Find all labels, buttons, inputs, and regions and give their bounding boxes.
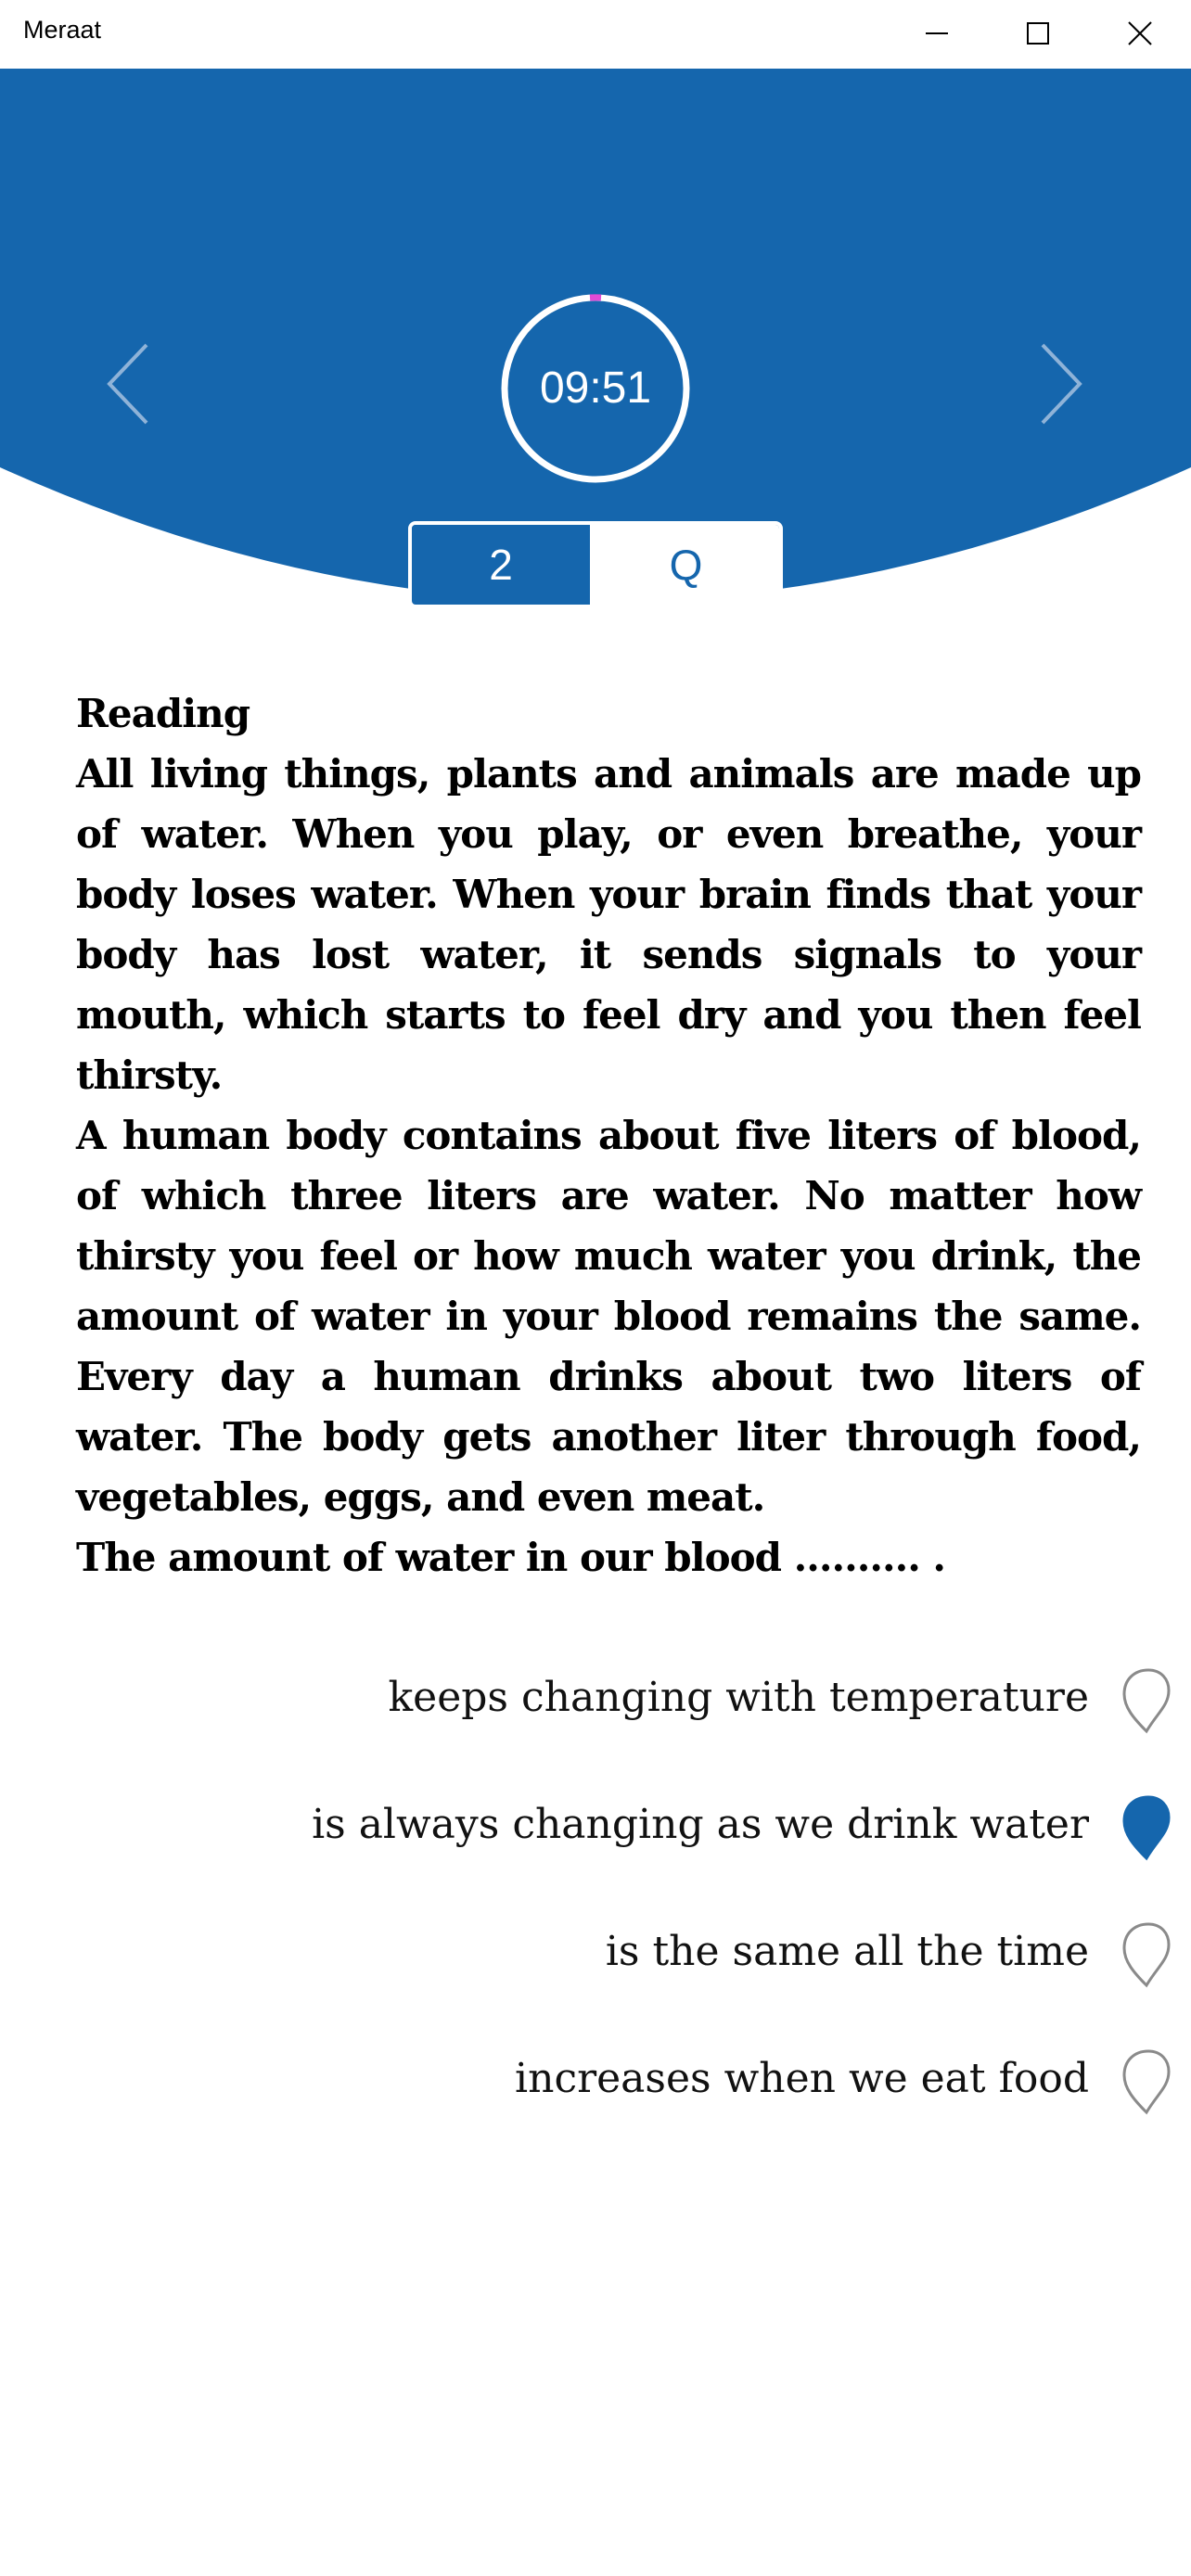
question-list-segment[interactable]: Q [593, 525, 779, 605]
app-title: Meraat [23, 16, 102, 44]
chevron-left-icon [102, 338, 158, 430]
next-question-button[interactable] [1031, 338, 1087, 430]
radio-unselected-icon[interactable] [1121, 1917, 1172, 1991]
close-button[interactable] [1089, 0, 1191, 69]
maximize-icon [988, 0, 1090, 69]
answer-option[interactable] [0, 2034, 1191, 2136]
chevron-right-icon [1031, 338, 1087, 430]
answer-option[interactable] [0, 1653, 1191, 1755]
close-icon [1089, 0, 1191, 69]
maximize-button[interactable] [988, 0, 1090, 69]
reading-passage [76, 683, 1141, 1588]
answer-option-label: is the same all the time [605, 1928, 1089, 1975]
passage-heading: Reading [76, 691, 250, 736]
minimize-icon [886, 0, 988, 69]
question-number-segment[interactable]: 2 [412, 525, 593, 605]
answer-option-label: is always changing as we drink water [312, 1801, 1089, 1848]
timer-text: 09:51 [539, 363, 652, 413]
radio-unselected-icon[interactable] [1121, 2044, 1172, 2118]
passage-paragraph-1: All living things, plants and animals are made up of water. When you play, or even breathe, your body loses water. When your brain finds that your body has lost water, it sends signals to your mouth, which starts to feel dry and you then feel thirsty. [76, 751, 1141, 1098]
previous-question-button[interactable] [102, 338, 158, 430]
quiz-header [0, 69, 1191, 620]
passage-paragraph-2: A human body contains about five liters of blood, of which three liters are water. No matter how thirsty you feel or how much water you drink, the amount of water in your blood remains the same. Every day a human drinks about two liters of water. The body gets another liter through food, vegetables, eggs, and even meat. [76, 1113, 1141, 1520]
question-toggle[interactable] [408, 521, 783, 608]
answer-option-label: increases when we eat food [515, 2055, 1089, 2102]
minimize-button[interactable] [886, 0, 988, 69]
answer-option-label: keeps changing with temperature [388, 1674, 1089, 1721]
radio-selected-icon[interactable] [1121, 1790, 1172, 1864]
answer-option[interactable] [0, 1780, 1191, 1882]
question-text: The amount of water in our blood .......... . [76, 1535, 946, 1580]
countdown-timer [498, 291, 693, 486]
radio-unselected-icon[interactable] [1121, 1663, 1172, 1737]
title-bar [0, 0, 1191, 69]
answer-option[interactable] [0, 1907, 1191, 2009]
